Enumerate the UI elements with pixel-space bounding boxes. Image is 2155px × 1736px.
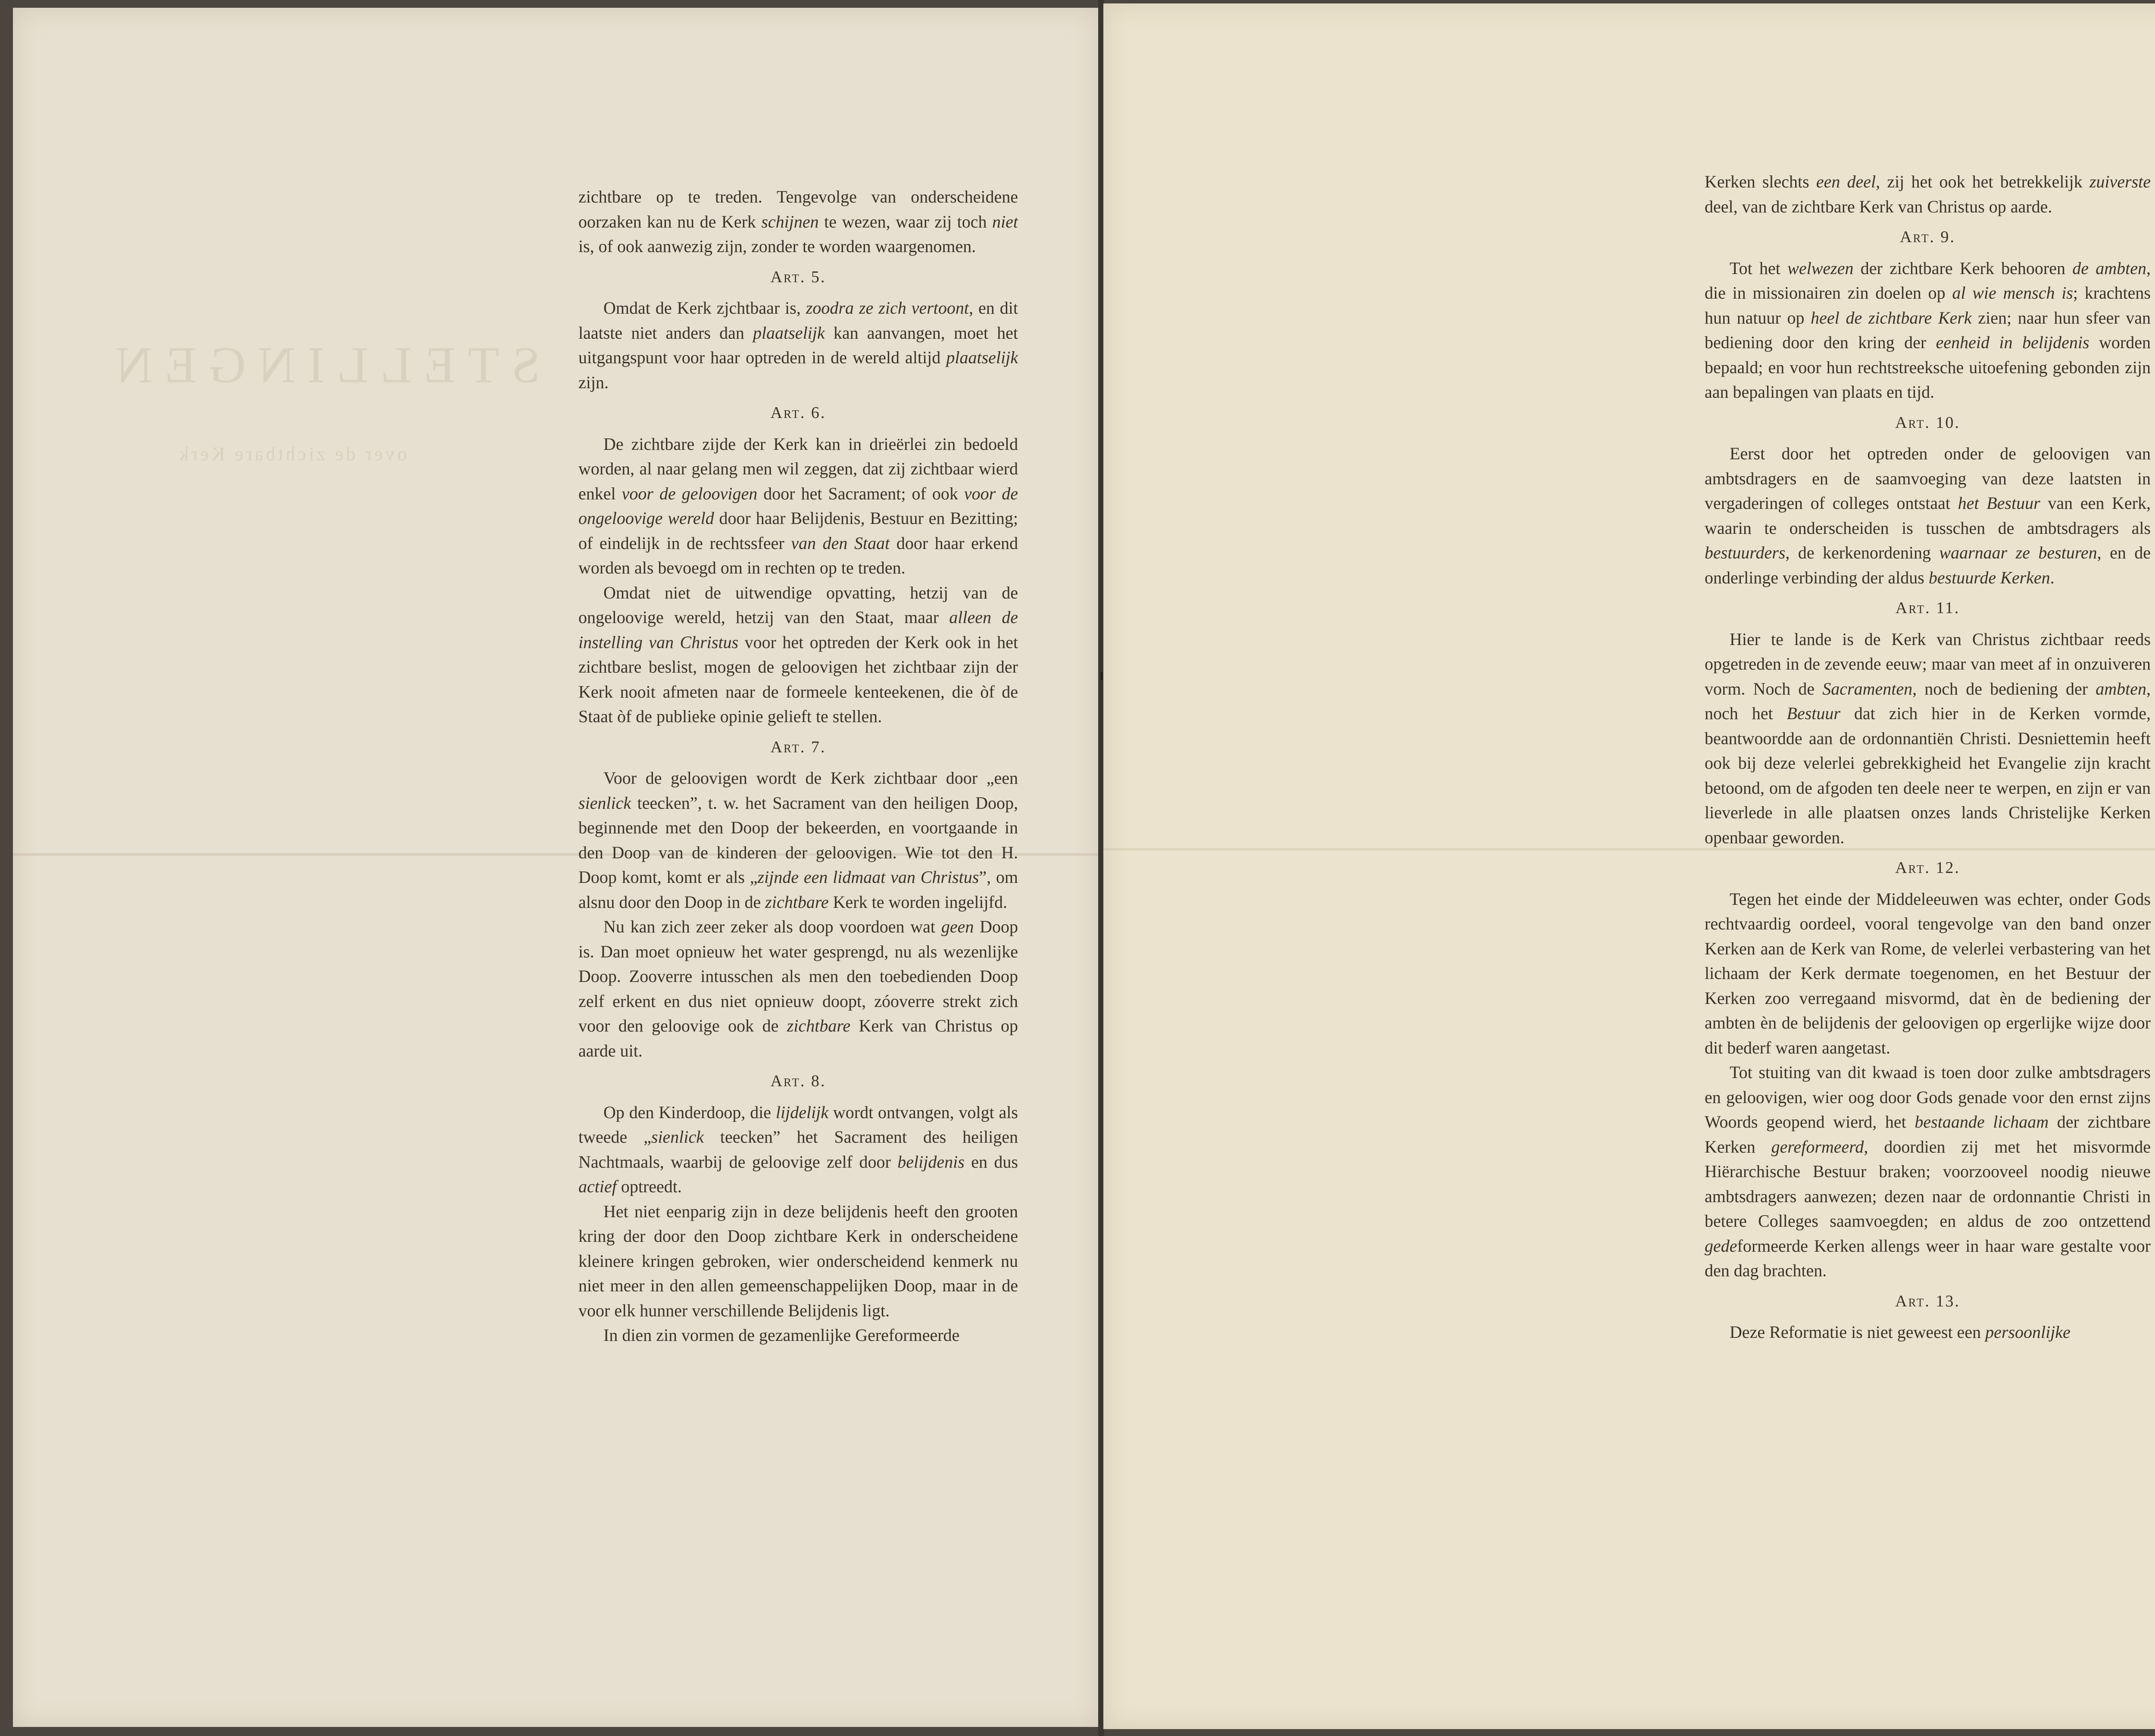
article-heading: Art. 9. [1900,228,1955,246]
left-text-column [578,184,1018,1348]
paragraph: Eerst door het optreden onder de geloovigen van ambtsdragers en de saamvoeging van deze laatsten in vergaderingen of colleges ontstaat het Bestuur van een Kerk, waarin te onderscheiden is tusschen de ambtsdragers als bestuurders, de kerkenordening waarnaar ze besturen, en de onderlinge verbinding der aldus bestuurde Kerken. [1705,444,2151,587]
paragraph: Kerken slechts een deel, zij het ook het betrekkelijk zuiverste deel, van de zichtbare Kerk van Christus op aarde. [1705,172,2151,216]
paragraph: Op den Kinderdoop, die lijdelijk wordt ontvangen, volgt als tweede „sienlick teecken” het Sacrament des heiligen Nachtmaals, waarbij de geloovige zelf door belijdenis en dus actief optreedt. [578,1102,1018,1196]
paragraph: Voor de geloovigen wordt de Kerk zichtbaar door „een sienlick teecken”, t. w. het Sacrament van den heiligen Doop, beginnende met den Doop der bekeerden, en voortgaande in den Doop van de kinderen der geloovigen. Wie tot den H. Doop komt, komt er als „zijnde een lidmaat van Christus”, om alsnu door den Doop in de zichtbare Kerk te worden ingelijfd. [578,768,1018,912]
paragraph: zichtbare op te treden. Tengevolge van onderscheidene oorzaken kan nu de Kerk schijnen te wezen, waar zij toch niet is, of ook aanwezig zijn, zonder te worden waargenomen. [578,187,1018,256]
paragraph: Omdat de Kerk zjchtbaar is, zoodra ze zich vertoont, en dit laatste niet anders dan plaatselijk kan aanvangen, moet het uitgangspunt voor haar optreden in de wereld altijd plaatselijk zijn. [578,298,1018,392]
article-heading: Art. 13. [1895,1292,1960,1310]
left-page [13,8,1099,1727]
right-text-column [1705,169,2151,1345]
bleed-through-title: STELLINGEN [103,336,540,393]
paragraph: Nu kan zich zeer zeker als doop voordoen wat geen Doop is. Dan moet opnieuw het water gesprengd, nu als wezenlijke Doop. Zooverre intusschen als men den toebedienden Doop zelf erkent en dus niet opnieuw doopt, zóoverre strekt zich voor den geloovige ook de zichtbare Kerk van Christus op aarde uit. [578,917,1018,1060]
paragraph: Het niet eenparig zijn in deze belijdenis heeft den grooten kring der door den Doop zichtbare Kerk in onderscheidene kleinere kringen gebroken, wier onderscheidend kenmerk nu niet meer in den allen gemeenschappelijken Doop, maar in de voor elk hunner verschillende Belijdenis ligt. [578,1201,1018,1320]
paragraph: Omdat niet de uitwendige opvatting, hetzij van de ongeloovige wereld, hetzij van den Staat, maar alleen de instelling van Christus voor het optreden der Kerk ook in het zichtbare beslist, mogen de geloovigen het zichtbaar zijn der Kerk nooit afmeten naar de formeele kenteekenen, die òf de Staat òf de publieke opinie gelieft te stellen. [578,583,1018,726]
paragraph: De zichtbare zijde der Kerk kan in drieërlei zin bedoeld worden, al naar gelang men wil zeggen, dat zij zichtbaar wierd enkel voor de geloovigen door het Sacrament; of ook voor de ongeloovige wereld door haar Belijdenis, Bestuur en Bezitting; of eindelijk in de rechtssfeer van den Staat door haar erkend worden als bevoegd om in rechten op te treden. [578,434,1018,577]
article-heading: Art. 6. [770,404,826,422]
article-heading: Art. 12. [1895,859,1960,877]
paragraph: Tot het welwezen der zichtbare Kerk behooren de ambten, die in missionairen zin doelen op al wie mensch is; krachtens hun natuur op heel de zichtbare Kerk zien; naar hun sfeer van bediening door den kring der eenheid in belijdenis worden bepaald; en voor hun rechtstreeksche uitoefening gebonden zijn aan bepalingen van plaats en tijd. [1705,258,2151,402]
bleed-through-subtitle: over de zichtbare Kerk [177,443,407,464]
article-heading: Art. 11. [1895,599,1960,617]
paragraph: In dien zin vormen de gezamenlijke Gereformeerde [603,1325,960,1345]
paragraph: Tot stuiting van dit kwaad is toen door zulke ambtsdragers en geloovigen, wier oog door Gods genade voor den ernst zijns Woords geopend wierd, het bestaande lichaam der zichtbare Kerken gereformeerd, doordien zij met het misvormde Hiërarchische Bestuur braken; voorzooveel noodig nieuwe ambtsdragers aanwezen; dezen naar de ordonnantie Christi in betere Colleges saamvoegden; en aldus de zoo ontzettend gedeformeerde Kerken allengs weer in haar ware gestalte voor den dag brachten. [1705,1063,2151,1280]
article-heading: Art. 10. [1895,413,1960,432]
paragraph: Tegen het einde der Middeleeuwen was echter, onder Gods rechtvaardig oordeel, vooral tengevolge van den band onzer Kerken aan de Kerk van Rome, de velerlei verbastering van het lichaam der Kerk dermate toegenomen, en het Bestuur der Kerken zoo verregaand misvormd, dat èn de bediening der ambten èn de belijdenis der geloovigen op ergerlijke wijze door dit bederf waren aangetast. [1705,889,2151,1057]
paragraph: Hier te lande is de Kerk van Christus zichtbaar reeds opgetreden in de zevende eeuw; maar van meet af in onzuiveren vorm. Noch de Sacramenten, noch de bediening der ambten, noch het Bestuur dat zich hier in de Kerken vormde, beantwoordde aan de ordonnantiën Christi. Desniettemin heeft ook bij deze velerlei gebrekkigheid het Evangelie zijn kracht betoond, om de afgoden ten deele neer te werpen, en zijn er van lieverlede in alle plaatsen onzes lands Christelijke Kerken openbaar geworden. [1705,629,2151,847]
paragraph: Deze Reformatie is niet geweest een persoonlijke [1730,1322,2071,1342]
article-heading: Art. 8. [770,1072,826,1090]
article-heading: Art. 7. [770,738,826,756]
article-heading: Art. 5. [770,268,826,286]
binding-mark [1101,672,1102,680]
right-page [1103,3,2155,1729]
